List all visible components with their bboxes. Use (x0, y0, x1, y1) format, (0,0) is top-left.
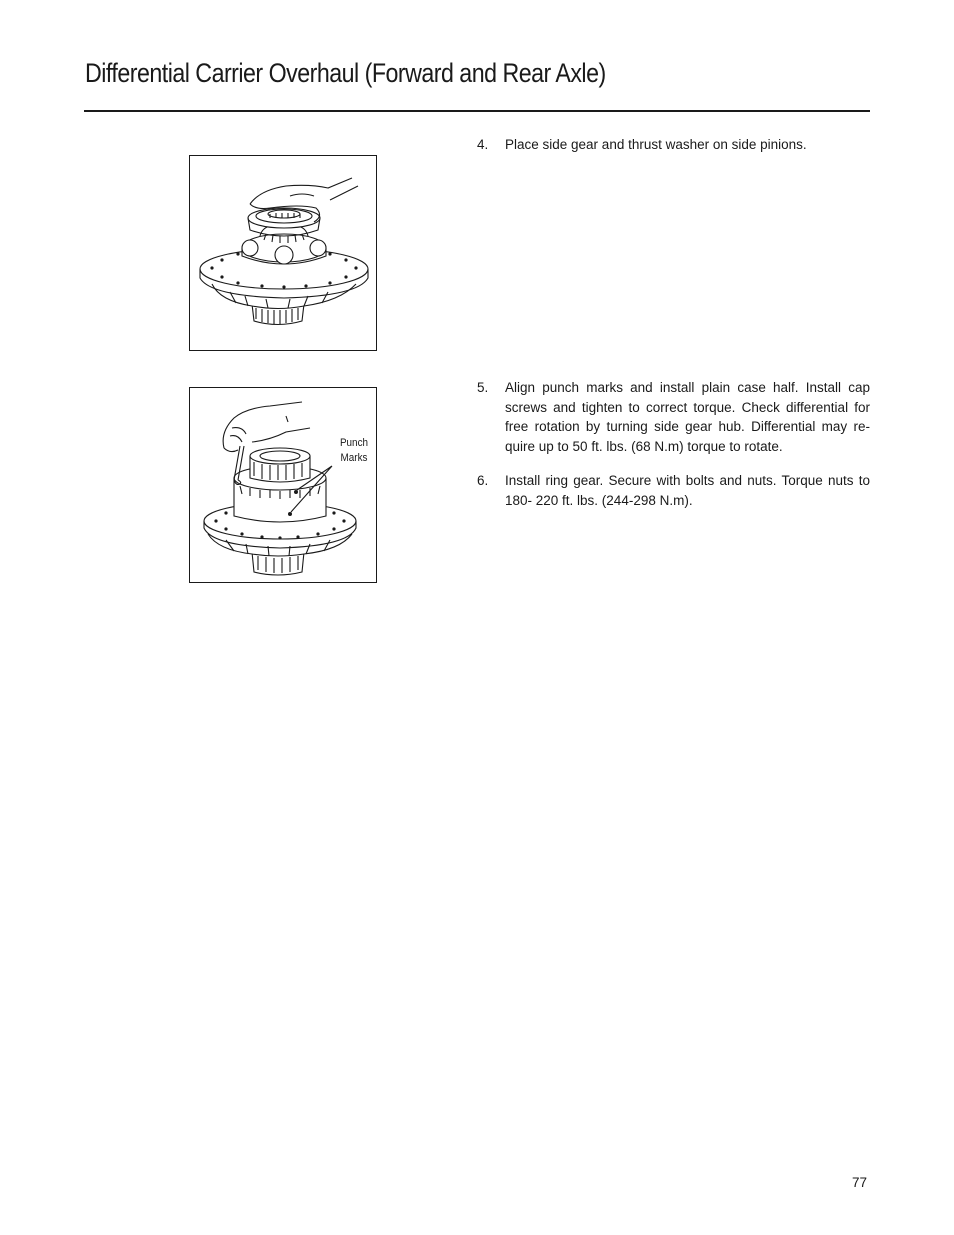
title-divider (84, 110, 870, 112)
step-text: Align punch marks and install plain case half. Install cap screws and tighten to correct torque. Check differential for free rotation by turning side gear hub. Differential may re- quire up to 50 ft. lbs. (68 N.m) torque to rotate. (505, 380, 870, 454)
step-6 (477, 471, 870, 510)
page-number: 77 (852, 1175, 868, 1190)
figure-case-half-install (189, 387, 377, 583)
step-number: 6. (477, 473, 489, 488)
callout-line-1: Punch (339, 437, 369, 449)
step-text: Place side gear and thrust washer on side pinions. (505, 137, 807, 152)
step-text: Install ring gear. Secure with bolts and nuts. Torque nuts to 180- 220 ft. lbs. (244-298 N.m). (505, 473, 870, 508)
figure-side-gear-placement (189, 155, 377, 351)
punch-marks-callout (336, 436, 372, 466)
step-number: 4. (477, 137, 489, 152)
page-title: Differential Carrier Overhaul (Forward and Rear Axle) (85, 58, 606, 88)
step-number: 5. (477, 380, 489, 395)
differential-illustration-1 (190, 156, 375, 349)
callout-line-2: Marks (340, 452, 368, 464)
step-4 (477, 135, 870, 155)
step-5 (477, 378, 870, 456)
differential-illustration-2 (190, 388, 375, 581)
